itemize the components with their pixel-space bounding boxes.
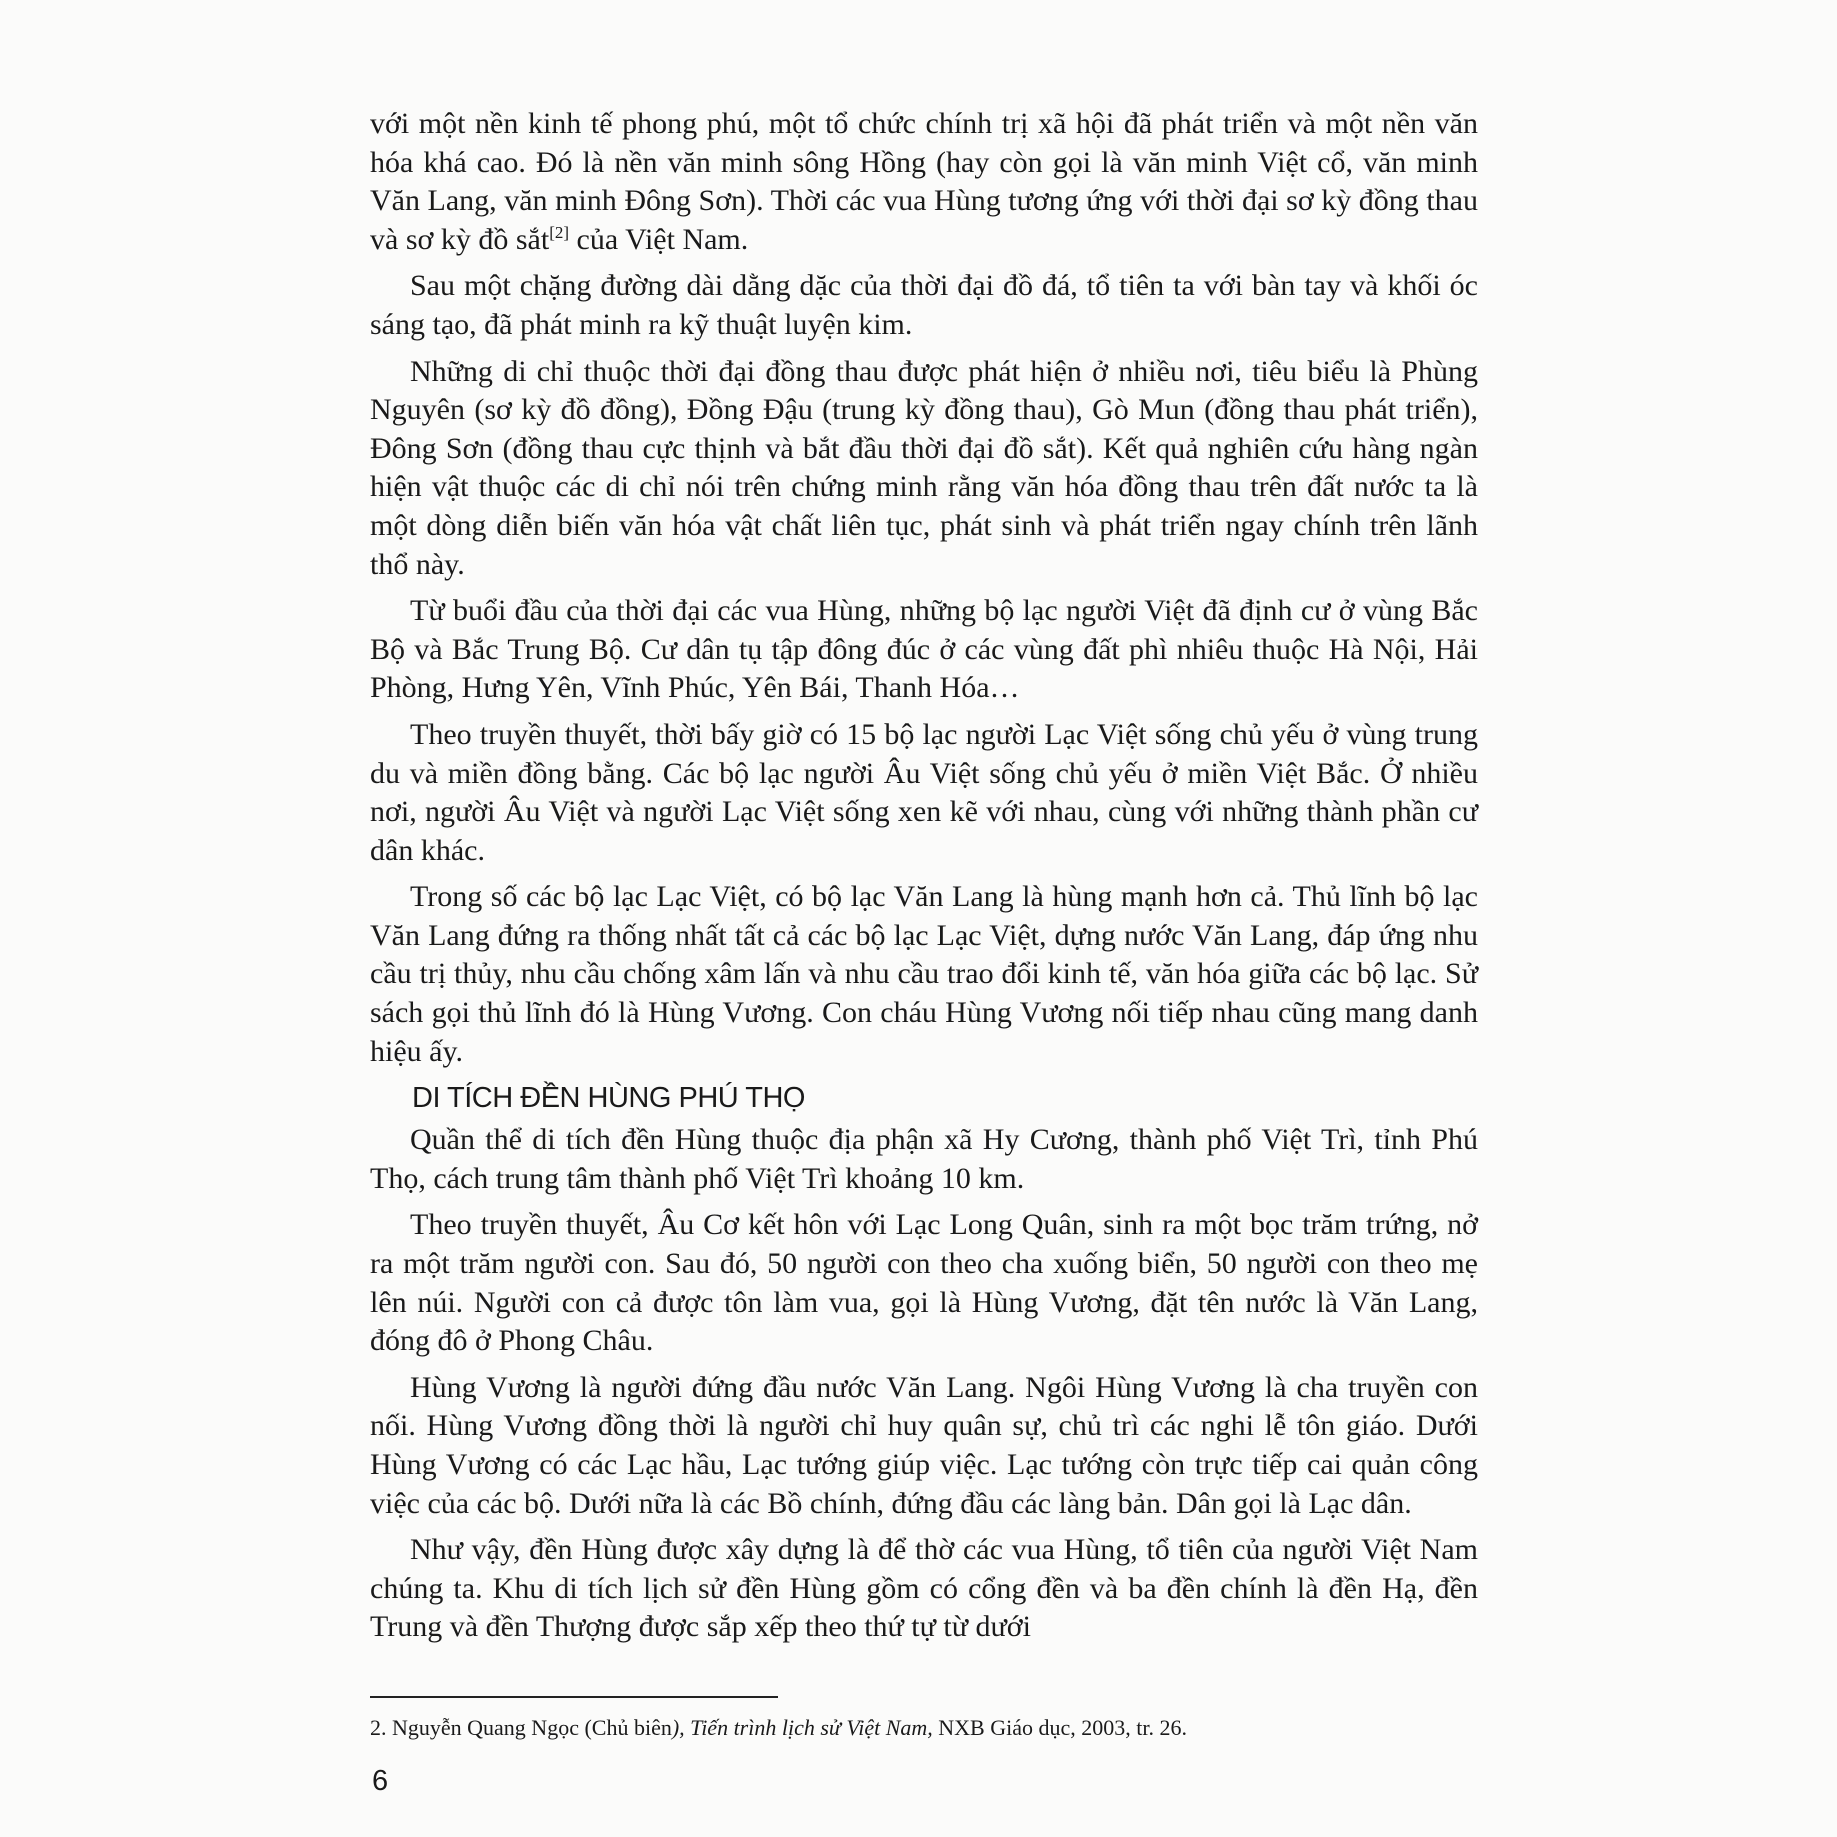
- footnote-reference[interactable]: [2]: [549, 222, 570, 242]
- footnote-number: 2.: [370, 1715, 387, 1740]
- footnote-publisher: NXB Giáo dục, 2003, tr. 26.: [932, 1715, 1187, 1740]
- paragraph-intro-text: với một nền kinh tế phong phú, một tổ chức chính trị xã hội đã phát triển và một nền văn hóa khá cao. Đó là nền văn minh sông Hồng (hay còn gọi là văn minh Việt cổ, văn minh Văn Lang, văn minh Đông Sơn). Thời các vua Hùng tương ứng với thời đại sơ kỳ đồng thau và sơ kỳ đồ sắt: [370, 107, 1478, 256]
- paragraph-settlement: Từ buổi đầu của thời đại các vua Hùng, những bộ lạc người Việt đã định cư ở vùng Bắc Bộ và Bắc Trung Bộ. Cư dân tụ tập đông đúc ở các vùng đất phì nhiêu thuộc Hà Nội, Hải Phòng, Hưng Yên, Vĩnh Phúc, Yên Bái, Thanh Hóa…: [370, 594, 1478, 705]
- paragraph-bronze-sites: Những di chỉ thuộc thời đại đồng thau được phát hiện ở nhiều nơi, tiêu biểu là Phùng Nguyên (sơ kỳ đồ đồng), Đồng Đậu (trung kỳ đồng thau), Gò Mun (đồng thau phát triển), Đông Sơn (đồng thau cực thịnh và bắt đầu thời đại đồ sắt). Kết quả nghiên cứu hàng ngàn hiện vật thuộc các di chỉ nói trên chứng minh rằng văn hóa đồng thau trên đất nước ta là một dòng diễn biến văn hóa vật chất liên tục, phát sinh và phát triển ngay chính trên lãnh thổ này.: [370, 354, 1478, 581]
- paragraph-legend: Theo truyền thuyết, Âu Cơ kết hôn với Lạc Long Quân, sinh ra một bọc trăm trứng, nở ra một trăm người con. Sau đó, 50 người con theo cha xuống biển, 50 người con theo mẹ lên núi. Người con cả được tôn làm vua, gọi là Hùng Vương, đặt tên nước là Văn Lang, đóng đô ở Phong Châu.: [370, 1208, 1478, 1358]
- paragraph-intro: [370, 105, 1478, 259]
- paragraph-hung-vuong: Hùng Vương là người đứng đầu nước Văn Lang. Ngôi Hùng Vương là cha truyền con nối. Hùng Vương đồng thời là người chỉ huy quân sự, chủ trì các nghi lễ tôn giáo. Dưới Hùng Vương có các Lạc hầu, Lạc tướng giúp việc. Lạc tướng còn trực tiếp cai quản công việc của các bộ. Dưới nữa là các Bồ chính, đứng đầu các làng bản. Dân gọi là Lạc dân.: [370, 1370, 1478, 1520]
- body-text: [370, 105, 1478, 1655]
- footnote-divider: [370, 1696, 778, 1698]
- paragraph-tribes: Theo truyền thuyết, thời bấy giờ có 15 bộ lạc người Lạc Việt sống chủ yếu ở vùng trung du và miền đồng bằng. Các bộ lạc người Âu Việt sống chủ yếu ở miền Việt Bắc. Ở nhiều nơi, người Âu Việt và người Lạc Việt sống xen kẽ với nhau, cùng với những thành phần cư dân khác.: [370, 717, 1478, 867]
- page-number: 6: [372, 1765, 389, 1797]
- footnote-title: ), Tiến trình lịch sử Việt Nam,: [671, 1715, 933, 1740]
- paragraph-intro-tail: của Việt Nam.: [569, 222, 749, 256]
- paragraph-van-lang: Trong số các bộ lạc Lạc Việt, có bộ lạc Văn Lang là hùng mạnh hơn cả. Thủ lĩnh bộ lạc Văn Lang đứng ra thống nhất tất cả các bộ lạc Lạc Việt, dựng nước Văn Lang, đáp ứng nhu cầu trị thủy, nhu cầu chống xâm lấn và nhu cầu trao đổi kinh tế, văn hóa giữa các bộ lạc. Sử sách gọi thủ lĩnh đó là Hùng Vương. Con cháu Hùng Vương nối tiếp nhau cũng mang danh hiệu ấy.: [370, 880, 1478, 1068]
- paragraph-metallurgy: Sau một chặng đường dài dằng dặc của thời đại đồ đá, tổ tiên ta với bàn tay và khối óc sáng tạo, đã phát minh ra kỹ thuật luyện kim.: [370, 269, 1478, 341]
- section-heading: DI TÍCH ĐỀN HÙNG PHÚ THỌ: [412, 1082, 805, 1115]
- footnote-author: Nguyễn Quang Ngọc (Chủ biên: [386, 1715, 672, 1740]
- paragraph-location: Quần thể di tích đền Hùng thuộc địa phận xã Hy Cương, thành phố Việt Trì, tỉnh Phú Thọ, cách trung tâm thành phố Việt Trì khoảng 10 km.: [370, 1123, 1478, 1195]
- paragraph-temple: Như vậy, đền Hùng được xây dựng là để thờ các vua Hùng, tổ tiên của người Việt Nam chúng ta. Khu di tích lịch sử đền Hùng gồm có cổng đền và ba đền chính là đền Hạ, đền Trung và đền Thượng được sắp xếp theo thứ tự từ dưới: [370, 1533, 1478, 1644]
- footnote: [370, 1714, 1478, 1742]
